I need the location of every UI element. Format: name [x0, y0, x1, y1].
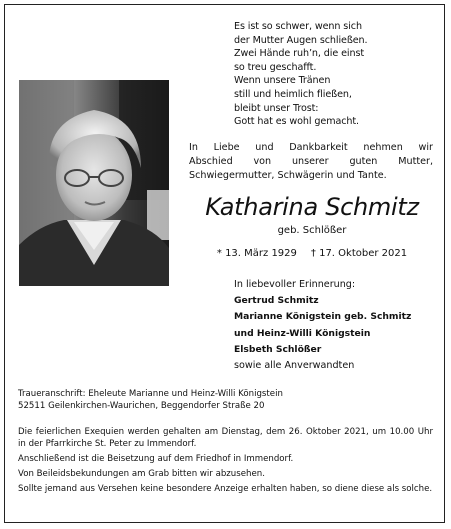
mourner-name: Gertrud Schmitz [234, 295, 319, 307]
funeral-notes [18, 427, 433, 499]
mourner-name: Elsbeth Schlößer [234, 343, 322, 355]
farewell-line: Schwiegermutter, Schwägerin und Tante. [189, 170, 387, 182]
mourner-name: Marianne Königstein geb. Schmitz [234, 311, 412, 323]
funeral-note: Sollte jemand aus Versehen keine besondere Anzeige erhalten haben, so diene diese als solche. [18, 483, 433, 494]
funeral-note: Anschließend ist die Beisetzung auf dem Friedhof in Immendorf. [18, 453, 294, 464]
funeral-note: Von Beileidsbekundungen am Grab bitten wir abzusehen. [18, 468, 265, 479]
farewell-line: Abschied von unserer guten Mutter, [189, 156, 433, 168]
death-date: † 17. Oktober 2021 [310, 248, 408, 259]
deceased-name: Katharina Schmitz [205, 193, 419, 221]
poem-line: Wenn unsere Tränen [234, 75, 331, 87]
life-dates [190, 247, 434, 261]
poem-line: bleibt unser Trost: [234, 102, 319, 114]
mourning-address [18, 388, 438, 413]
birth-name: geb. Schlößer [277, 225, 347, 236]
farewell-text [189, 141, 433, 184]
poem-line: Es ist so schwer, wenn sich [234, 21, 362, 32]
poem-line: still und heimlich fließen, [234, 88, 352, 100]
farewell-line: In Liebe und Dankbarkeit nehmen wir [189, 142, 433, 153]
poem-line: Gott hat es wohl gemacht. [234, 116, 359, 128]
birth-date: * 13. März 1929 [216, 248, 297, 259]
address-line: 52511 Geilenkirchen-Waurichen, Beggendorfer Straße 20 [18, 401, 265, 412]
poem-line: Zwei Hände ruh’n, die einst [234, 48, 365, 60]
mourners-closing: sowie alle Anverwandten [234, 360, 355, 372]
mourner-name: und Heinz-Willi Königstein [234, 327, 371, 339]
address-line: Traueranschrift: Eheleute Marianne und Heinz-Willi Königstein [18, 389, 283, 399]
portrait-photo [19, 80, 169, 286]
poem-line: so treu geschafft. [234, 61, 317, 73]
poem-line: der Mutter Augen schließen. [234, 34, 368, 46]
funeral-note: Die feierlichen Exequien werden gehalten am Dienstag, dem 26. Oktober 2021, um 10.00 Uhr in der Pfarrkirche St. Peter zu Immendorf. [18, 427, 433, 449]
memorial-poem [234, 20, 434, 129]
mourners-heading: In liebevoller Erinnerung: [234, 279, 356, 290]
mourners-list [234, 277, 444, 374]
